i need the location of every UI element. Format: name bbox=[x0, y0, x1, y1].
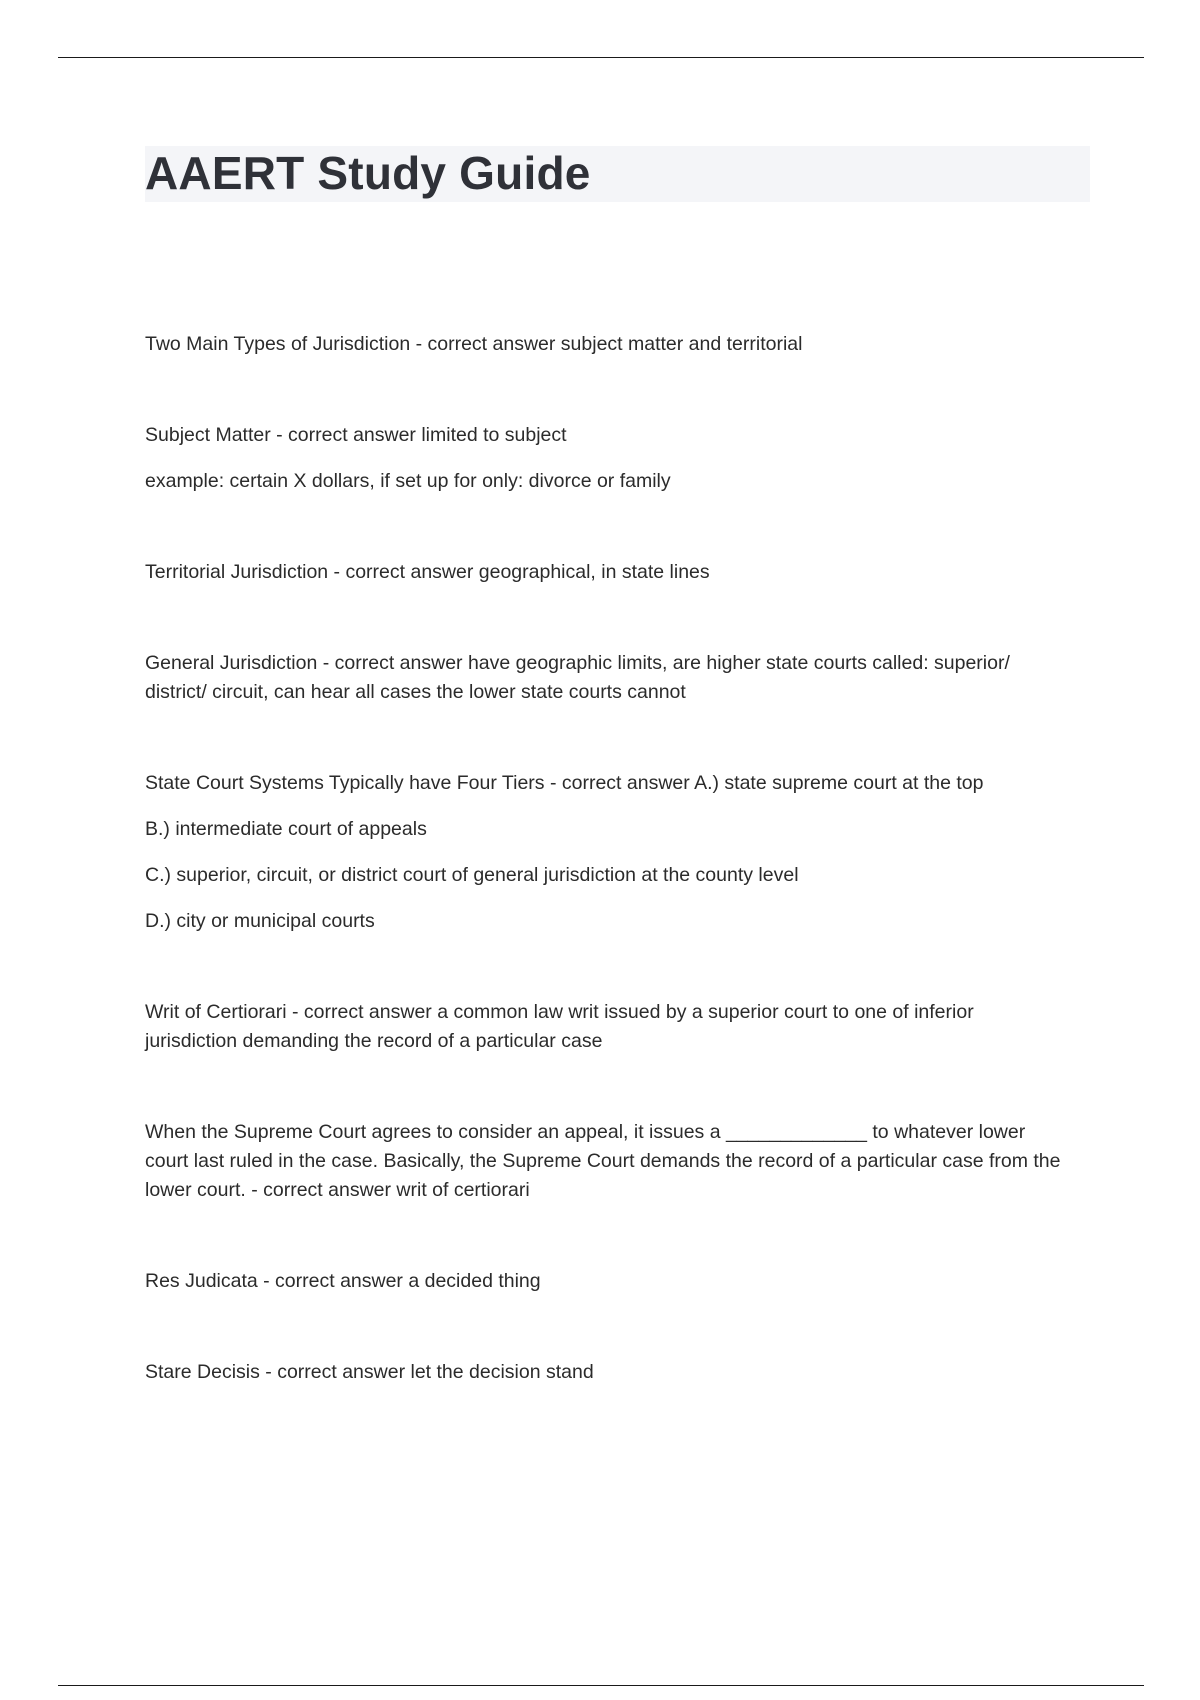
flashcard-list bbox=[145, 330, 1070, 1449]
flashcard-line: Res Judicata - correct answer a decided thing bbox=[145, 1270, 541, 1292]
flashcard-line: B.) intermediate court of appeals bbox=[145, 818, 427, 840]
flashcard-line: example: certain X dollars, if set up for only: divorce or family bbox=[145, 470, 671, 492]
flashcard bbox=[145, 558, 1070, 587]
flashcard-line: Subject Matter - correct answer limited to subject bbox=[145, 424, 567, 446]
flashcard-line: D.) city or municipal courts bbox=[145, 910, 375, 932]
flashcard-line: State Court Systems Typically have Four Tiers - correct answer A.) state supreme court at the top bbox=[145, 772, 984, 794]
flashcard bbox=[145, 330, 1070, 359]
flashcard bbox=[145, 1267, 1070, 1296]
flashcard bbox=[145, 998, 1070, 1056]
flashcard-line: C.) superior, circuit, or district court of general jurisdiction at the county level bbox=[145, 864, 799, 886]
flashcard-line: When the Supreme Court agrees to consider an appeal, it issues a _____________ to whatever lower court last ruled in the case. Basically, the Supreme Court demands the record of a particular case from the lower court. - correct answer writ of certiorari bbox=[145, 1121, 1061, 1201]
flashcard bbox=[145, 1358, 1070, 1387]
page-title: AAERT Study Guide bbox=[145, 147, 591, 199]
flashcard bbox=[145, 1118, 1070, 1205]
flashcard bbox=[145, 769, 1070, 936]
flashcard-line: Two Main Types of Jurisdiction - correct answer subject matter and territorial bbox=[145, 333, 803, 355]
bottom-rule bbox=[58, 1685, 1144, 1686]
flashcard-line: Stare Decisis - correct answer let the decision stand bbox=[145, 1361, 594, 1383]
top-rule bbox=[58, 57, 1144, 58]
flashcard bbox=[145, 649, 1070, 707]
flashcard bbox=[145, 421, 1070, 496]
flashcard-line: Writ of Certiorari - correct answer a common law writ issued by a superior court to one of inferior jurisdiction demanding the record of a particular case bbox=[145, 1001, 974, 1052]
flashcard-line: Territorial Jurisdiction - correct answer geographical, in state lines bbox=[145, 561, 710, 583]
flashcard-line: General Jurisdiction - correct answer have geographic limits, are higher state courts called: superior/ district/ circuit, can hear all cases the lower state courts cannot bbox=[145, 652, 1010, 703]
